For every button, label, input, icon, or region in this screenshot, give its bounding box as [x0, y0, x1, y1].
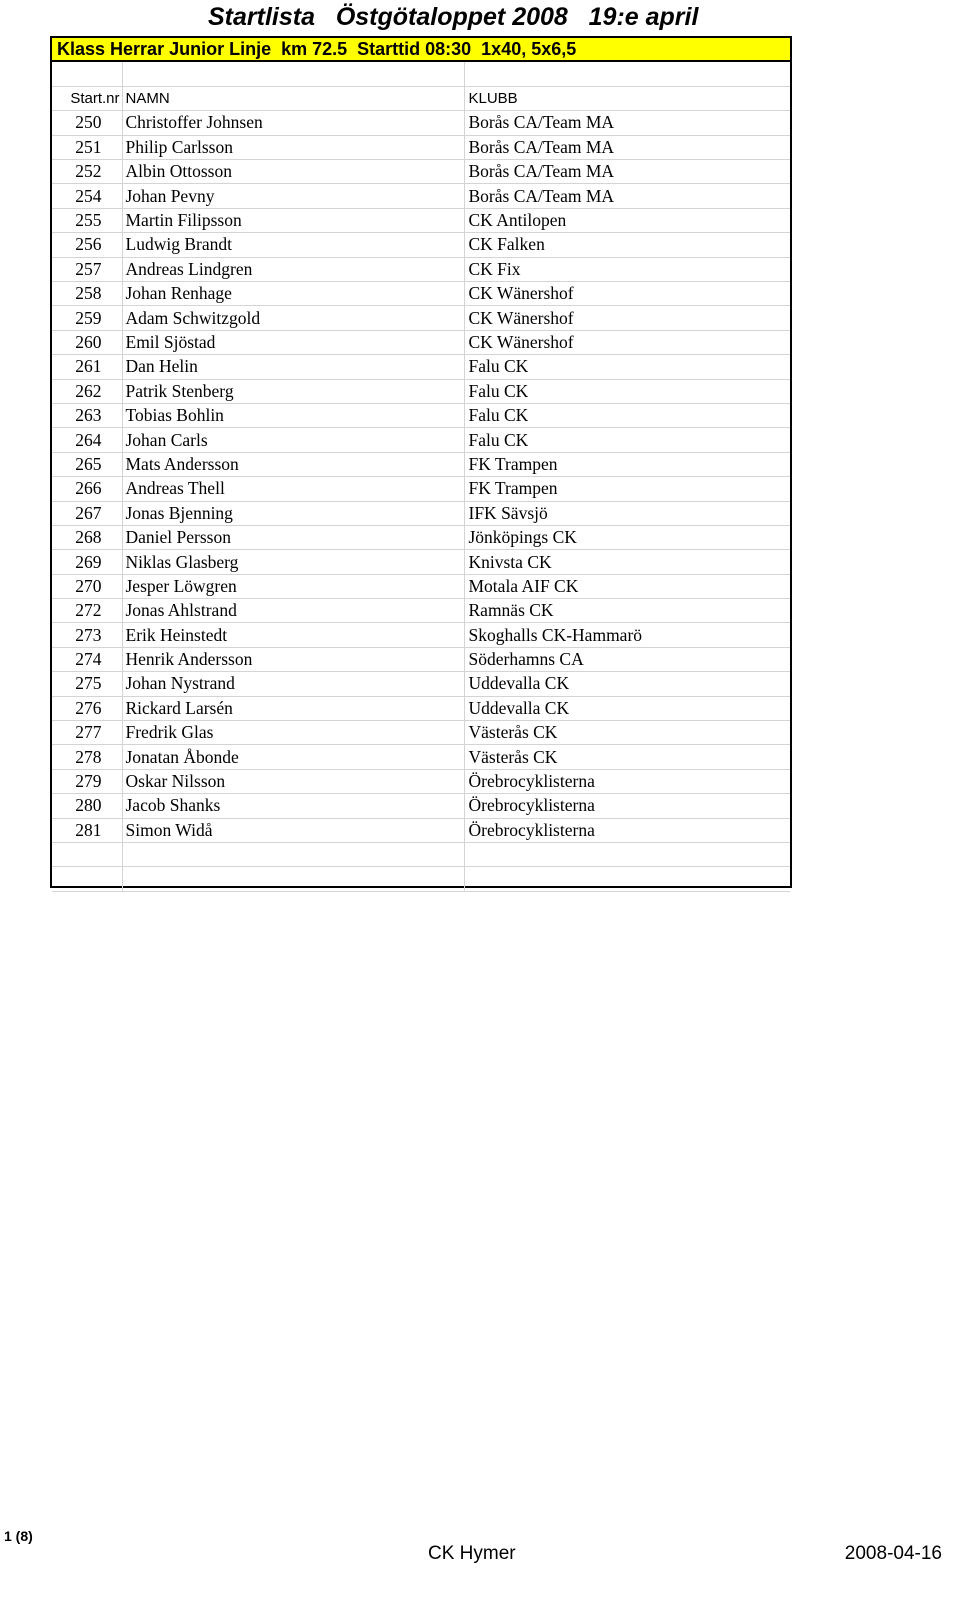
table-row [52, 355, 790, 379]
club-name: CK Wänershof [464, 330, 790, 354]
table-row [52, 403, 790, 427]
start-number: 252 [52, 160, 122, 184]
start-number: 250 [52, 111, 122, 135]
table-row [52, 208, 790, 232]
table-row [52, 111, 790, 135]
rider-name: Fredrik Glas [122, 721, 464, 745]
club-name: Söderhamns CA [464, 647, 790, 671]
start-number: 264 [52, 428, 122, 452]
club-name: Uddevalla CK [464, 672, 790, 696]
table-row [52, 306, 790, 330]
club-name: Borås CA/Team MA [464, 111, 790, 135]
club-name: CK Wänershof [464, 282, 790, 306]
start-number: 251 [52, 135, 122, 159]
club-name: Falu CK [464, 355, 790, 379]
start-number: 277 [52, 721, 122, 745]
start-number: 263 [52, 403, 122, 427]
table-row [52, 452, 790, 476]
rider-name: Niklas Glasberg [122, 550, 464, 574]
rider-name: Henrik Andersson [122, 647, 464, 671]
table-row [52, 135, 790, 159]
start-number: 260 [52, 330, 122, 354]
rider-name: Jesper Löwgren [122, 574, 464, 598]
header-club: KLUBB [464, 86, 790, 110]
start-number: 273 [52, 623, 122, 647]
start-number: 278 [52, 745, 122, 769]
club-name: Knivsta CK [464, 550, 790, 574]
rider-name: Jonatan Åbonde [122, 745, 464, 769]
club-name: CK Antilopen [464, 208, 790, 232]
table-row [52, 379, 790, 403]
table-row [52, 623, 790, 647]
table-row [52, 769, 790, 793]
blank-row [52, 62, 790, 86]
organizer: CK Hymer [428, 1543, 516, 1564]
club-name: Borås CA/Team MA [464, 135, 790, 159]
start-number: 280 [52, 794, 122, 818]
club-name: Borås CA/Team MA [464, 160, 790, 184]
club-name: Jönköpings CK [464, 525, 790, 549]
start-number: 254 [52, 184, 122, 208]
table-row [52, 550, 790, 574]
club-name: CK Fix [464, 257, 790, 281]
rider-name: Jonas Ahlstrand [122, 599, 464, 623]
table-row [52, 647, 790, 671]
table-row [52, 160, 790, 184]
class-banner: Klass Herrar Junior Linje km 72.5 Starttid 08:30 1x40, 5x6,5 [52, 38, 790, 62]
table-row [52, 721, 790, 745]
table-row [52, 574, 790, 598]
header-start-nr: Start.nr [52, 86, 122, 110]
table-row [52, 282, 790, 306]
table-row [52, 477, 790, 501]
rider-name: Simon Widå [122, 818, 464, 842]
start-number: 256 [52, 233, 122, 257]
start-number: 258 [52, 282, 122, 306]
header-row [52, 86, 790, 110]
table-row [52, 257, 790, 281]
rider-name: Tobias Bohlin [122, 403, 464, 427]
table-row [52, 233, 790, 257]
club-name: Borås CA/Team MA [464, 184, 790, 208]
table-row [52, 818, 790, 842]
table-row [52, 330, 790, 354]
start-list-table [52, 62, 790, 892]
table-row [52, 745, 790, 769]
club-name: Uddevalla CK [464, 696, 790, 720]
table-row [52, 672, 790, 696]
start-number: 267 [52, 501, 122, 525]
rider-name: Albin Ottosson [122, 160, 464, 184]
club-name: Örebrocyklisterna [464, 794, 790, 818]
club-name: Skoghalls CK-Hammarö [464, 623, 790, 647]
rider-name: Christoffer Johnsen [122, 111, 464, 135]
start-number: 262 [52, 379, 122, 403]
start-number: 281 [52, 818, 122, 842]
rider-name: Andreas Lindgren [122, 257, 464, 281]
club-name: Motala AIF CK [464, 574, 790, 598]
table-row [52, 794, 790, 818]
blank-row [52, 843, 790, 867]
club-name: Falu CK [464, 428, 790, 452]
club-name: CK Wänershof [464, 306, 790, 330]
rider-name: Johan Nystrand [122, 672, 464, 696]
table-row [52, 184, 790, 208]
rider-name: Martin Filipsson [122, 208, 464, 232]
page-number: 1 (8) [4, 1528, 33, 1544]
start-number: 270 [52, 574, 122, 598]
table-row [52, 501, 790, 525]
club-name: Falu CK [464, 403, 790, 427]
header-name: NAMN [122, 86, 464, 110]
club-name: CK Falken [464, 233, 790, 257]
rider-name: Philip Carlsson [122, 135, 464, 159]
start-number: 261 [52, 355, 122, 379]
rider-name: Rickard Larsén [122, 696, 464, 720]
start-list-sheet [50, 36, 792, 888]
rider-name: Daniel Persson [122, 525, 464, 549]
start-number: 259 [52, 306, 122, 330]
table-row [52, 696, 790, 720]
club-name: FK Trampen [464, 477, 790, 501]
start-number: 279 [52, 769, 122, 793]
rider-name: Dan Helin [122, 355, 464, 379]
table-row [52, 525, 790, 549]
rider-name: Johan Carls [122, 428, 464, 452]
rider-name: Jonas Bjenning [122, 501, 464, 525]
start-number: 274 [52, 647, 122, 671]
print-date: 2008-04-16 [844, 1543, 942, 1564]
rider-name: Erik Heinstedt [122, 623, 464, 647]
start-number: 272 [52, 599, 122, 623]
club-name: IFK Sävsjö [464, 501, 790, 525]
rider-name: Adam Schwitzgold [122, 306, 464, 330]
start-number: 269 [52, 550, 122, 574]
start-number: 275 [52, 672, 122, 696]
club-name: Västerås CK [464, 745, 790, 769]
rider-name: Emil Sjöstad [122, 330, 464, 354]
table-row [52, 428, 790, 452]
blank-row [52, 867, 790, 891]
start-number: 255 [52, 208, 122, 232]
start-number: 265 [52, 452, 122, 476]
start-number: 268 [52, 525, 122, 549]
rider-name: Andreas Thell [122, 477, 464, 501]
rider-name: Mats Andersson [122, 452, 464, 476]
club-name: FK Trampen [464, 452, 790, 476]
rider-name: Oskar Nilsson [122, 769, 464, 793]
club-name: Ramnäs CK [464, 599, 790, 623]
club-name: Örebrocyklisterna [464, 769, 790, 793]
club-name: Falu CK [464, 379, 790, 403]
start-number: 276 [52, 696, 122, 720]
page-title: Startlista Östgötaloppet 2008 19:e april [208, 3, 699, 31]
club-name: Örebrocyklisterna [464, 818, 790, 842]
start-number: 257 [52, 257, 122, 281]
rider-name: Johan Pevny [122, 184, 464, 208]
club-name: Västerås CK [464, 721, 790, 745]
rider-name: Jacob Shanks [122, 794, 464, 818]
rider-name: Ludwig Brandt [122, 233, 464, 257]
table-row [52, 599, 790, 623]
rider-name: Johan Renhage [122, 282, 464, 306]
rider-name: Patrik Stenberg [122, 379, 464, 403]
start-number: 266 [52, 477, 122, 501]
